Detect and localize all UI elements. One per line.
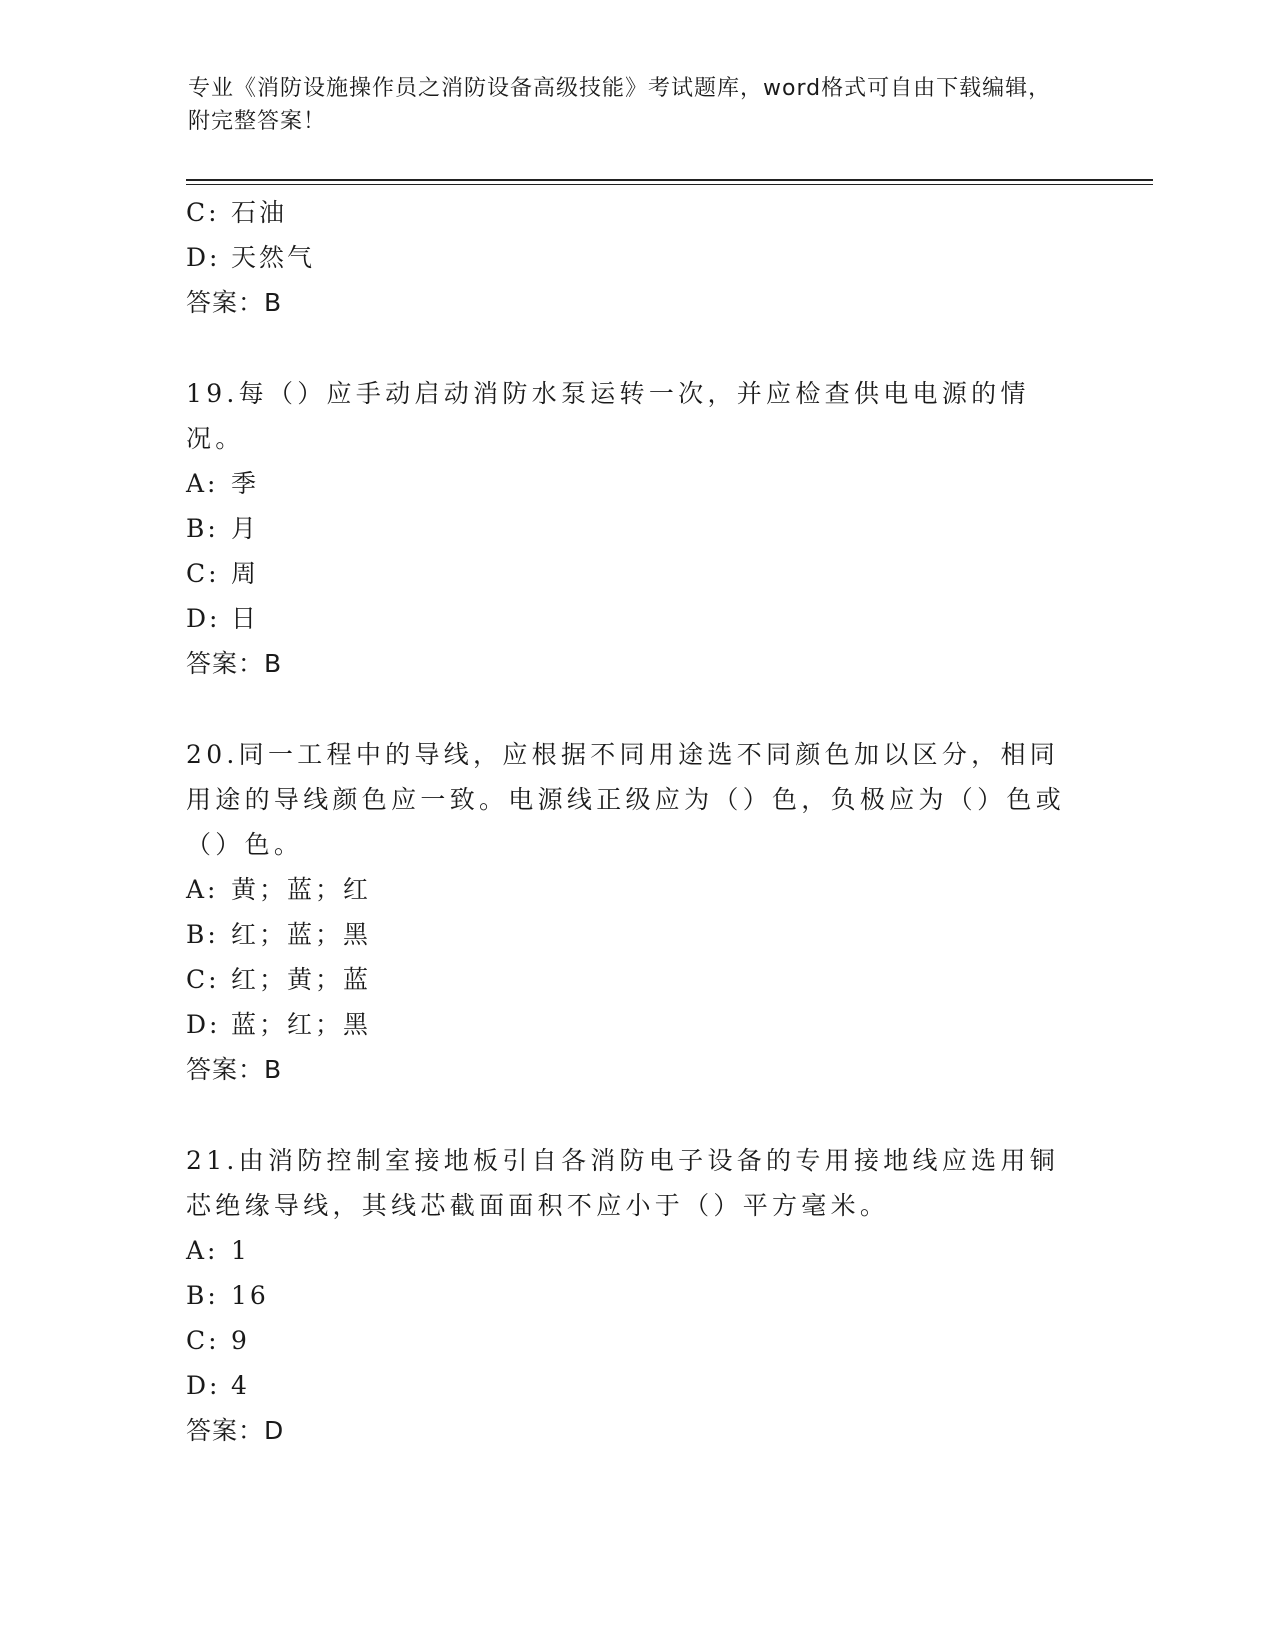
option-text: 季 bbox=[231, 469, 260, 498]
answer-line: 答案：D bbox=[186, 1416, 285, 1445]
option-text: 石油 bbox=[231, 198, 288, 227]
option-key: C: bbox=[186, 559, 220, 588]
option-line bbox=[186, 957, 1086, 1002]
document-header: 专业《消防设施操作员之消防设备高级技能》考试题库，word格式可自由下载编辑，附完整答案！ bbox=[188, 76, 1052, 134]
question-list bbox=[186, 190, 1086, 1453]
question-block bbox=[186, 1138, 1086, 1453]
question-block bbox=[186, 371, 1086, 686]
option-text: 黄；蓝；红 bbox=[231, 875, 372, 904]
option-key: D: bbox=[186, 604, 221, 633]
option-line bbox=[186, 551, 1086, 596]
option-text: 9 bbox=[231, 1326, 250, 1355]
option-line bbox=[186, 1318, 1086, 1363]
answer-line: 答案：B bbox=[186, 288, 283, 317]
option-line bbox=[186, 867, 1086, 912]
spacer bbox=[186, 686, 1086, 732]
option-key: D: bbox=[186, 243, 221, 272]
option-key: A: bbox=[186, 1236, 219, 1265]
option-text: 蓝；红；黑 bbox=[231, 1010, 372, 1039]
option-text: 16 bbox=[231, 1281, 269, 1310]
option-key: B: bbox=[186, 514, 219, 543]
option-key: A: bbox=[186, 469, 219, 498]
option-text: 日 bbox=[231, 604, 260, 633]
question-text: 21.由消防控制室接地板引自各消防电子设备的专用接地线应选用铜芯绝缘导线，其线芯截面面积不应小于（）平方毫米。 bbox=[186, 1146, 1060, 1220]
option-text: 4 bbox=[231, 1371, 250, 1400]
option-line bbox=[186, 1228, 1086, 1273]
option-text: 1 bbox=[231, 1236, 250, 1265]
option-line bbox=[186, 596, 1086, 641]
option-text: 红；黄；蓝 bbox=[231, 965, 372, 994]
option-line bbox=[186, 506, 1086, 551]
option-line bbox=[186, 912, 1086, 957]
question-text: 19.每（）应手动启动消防水泵运转一次，并应检查供电电源的情况。 bbox=[186, 379, 1030, 453]
prev-question-block bbox=[186, 190, 1086, 325]
header-divider-thick bbox=[186, 179, 1153, 181]
option-key: D: bbox=[186, 1010, 221, 1039]
option-key: B: bbox=[186, 1281, 219, 1310]
answer-line: 答案：B bbox=[186, 1055, 283, 1084]
option-key: C: bbox=[186, 965, 220, 994]
option-key: C: bbox=[186, 1326, 220, 1355]
answer-line: 答案：B bbox=[186, 649, 283, 678]
option-line bbox=[186, 235, 1086, 280]
spacer bbox=[186, 325, 1086, 371]
option-key: D: bbox=[186, 1371, 221, 1400]
option-line bbox=[186, 1002, 1086, 1047]
question-text: 20.同一工程中的导线，应根据不同用途选不同颜色加以区分，相同用途的导线颜色应一致。电源线正级应为（）色，负极应为（）色或（）色。 bbox=[186, 740, 1066, 859]
option-line bbox=[186, 461, 1086, 506]
option-text: 天然气 bbox=[231, 243, 316, 272]
spacer bbox=[186, 1092, 1086, 1138]
option-line bbox=[186, 1363, 1086, 1408]
header-divider-thin bbox=[186, 184, 1153, 185]
option-key: A: bbox=[186, 875, 219, 904]
option-text: 月 bbox=[231, 514, 260, 543]
question-block bbox=[186, 732, 1086, 1092]
option-key: C: bbox=[186, 198, 220, 227]
option-key: B: bbox=[186, 920, 219, 949]
option-line bbox=[186, 190, 1086, 235]
option-text: 红；蓝；黑 bbox=[231, 920, 372, 949]
option-line bbox=[186, 1273, 1086, 1318]
option-text: 周 bbox=[231, 559, 260, 588]
